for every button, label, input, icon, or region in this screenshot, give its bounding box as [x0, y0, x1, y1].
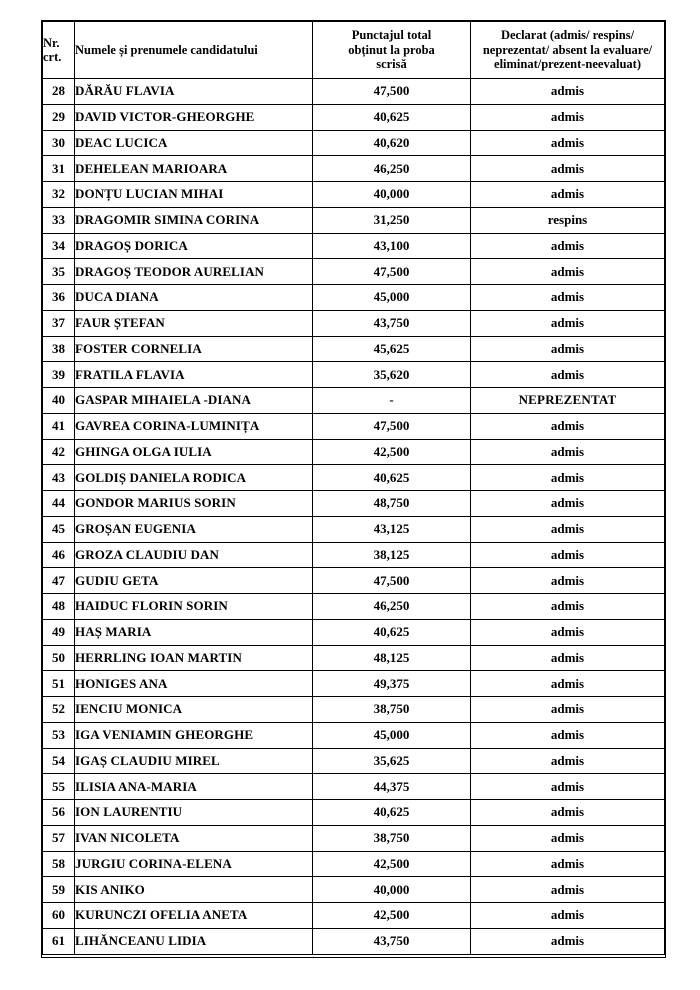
row-number: 46 [43, 542, 75, 568]
row-number: 49 [43, 619, 75, 645]
candidate-score: 38,125 [313, 542, 471, 568]
candidate-score: 47,500 [313, 413, 471, 439]
candidate-score: 40,625 [313, 465, 471, 491]
candidate-name: KURUNCZI OFELIA ANETA [75, 903, 313, 929]
table-row [43, 671, 665, 697]
candidate-status: admis [471, 825, 665, 851]
candidate-status: admis [471, 285, 665, 311]
row-number: 38 [43, 336, 75, 362]
candidate-name: DONȚU LUCIAN MIHAI [75, 182, 313, 208]
table-row [43, 851, 665, 877]
table-row [43, 542, 665, 568]
row-number: 36 [43, 285, 75, 311]
candidate-score: 40,000 [313, 877, 471, 903]
candidate-status: admis [471, 619, 665, 645]
candidate-status: admis [471, 516, 665, 542]
candidate-name: GOLDIȘ DANIELA RODICA [75, 465, 313, 491]
results-table [42, 21, 665, 955]
table-row [43, 79, 665, 105]
header-score [313, 22, 471, 79]
row-number: 48 [43, 594, 75, 620]
candidate-name: DĂRĂU FLAVIA [75, 79, 313, 105]
header-status-line1: Declarat (admis/ respins/ [500, 28, 635, 43]
candidate-status: admis [471, 722, 665, 748]
row-number: 30 [43, 130, 75, 156]
candidate-score: 49,375 [313, 671, 471, 697]
candidate-score: 43,750 [313, 310, 471, 336]
row-number: 59 [43, 877, 75, 903]
row-number: 61 [43, 928, 75, 954]
candidate-status: admis [471, 594, 665, 620]
table-row [43, 259, 665, 285]
candidate-score: 43,750 [313, 928, 471, 954]
candidate-score: 40,625 [313, 619, 471, 645]
row-number: 52 [43, 697, 75, 723]
candidate-name: HAIDUC FLORIN SORIN [75, 594, 313, 620]
candidate-status: admis [471, 336, 665, 362]
candidate-name: GASPAR MIHAIELA -DIANA [75, 388, 313, 414]
row-number: 39 [43, 362, 75, 388]
table-row [43, 748, 665, 774]
candidate-score: 38,750 [313, 697, 471, 723]
table-row [43, 362, 665, 388]
table-row [43, 207, 665, 233]
candidate-name: GHINGA OLGA IULIA [75, 439, 313, 465]
row-number: 57 [43, 825, 75, 851]
row-number: 50 [43, 645, 75, 671]
candidate-status: admis [471, 310, 665, 336]
candidate-status: admis [471, 748, 665, 774]
table-row [43, 722, 665, 748]
candidate-name: LIHĂNCEANU LIDIA [75, 928, 313, 954]
row-number: 28 [43, 79, 75, 105]
table-row [43, 233, 665, 259]
candidate-status: admis [471, 928, 665, 954]
row-number: 56 [43, 800, 75, 826]
header-score-line3: scrisă [376, 57, 407, 72]
candidate-score: 42,500 [313, 851, 471, 877]
candidate-status: admis [471, 156, 665, 182]
row-number: 58 [43, 851, 75, 877]
row-number: 34 [43, 233, 75, 259]
candidate-name: GUDIU GETA [75, 568, 313, 594]
candidate-score: 42,500 [313, 903, 471, 929]
candidate-name: DAVID VICTOR-GHEORGHE [75, 104, 313, 130]
row-number: 32 [43, 182, 75, 208]
candidate-name: IENCIU MONICA [75, 697, 313, 723]
candidate-name: DUCA DIANA [75, 285, 313, 311]
candidate-status: admis [471, 774, 665, 800]
candidate-status: admis [471, 877, 665, 903]
header-status-line2: neprezentat/ absent la evaluare/ [482, 42, 653, 57]
table-row [43, 697, 665, 723]
candidate-score: 40,625 [313, 104, 471, 130]
candidate-score: 35,620 [313, 362, 471, 388]
candidate-status: admis [471, 903, 665, 929]
candidate-score: 46,250 [313, 156, 471, 182]
row-number: 47 [43, 568, 75, 594]
candidate-score: 40,625 [313, 800, 471, 826]
row-number: 31 [43, 156, 75, 182]
table-row [43, 594, 665, 620]
candidate-name: FOSTER CORNELIA [75, 336, 313, 362]
candidate-name: FAUR ȘTEFAN [75, 310, 313, 336]
header-row [43, 22, 665, 79]
candidate-score: - [313, 388, 471, 414]
row-number: 40 [43, 388, 75, 414]
table-row [43, 903, 665, 929]
candidate-score: 35,625 [313, 748, 471, 774]
candidate-name: GROZA CLAUDIU DAN [75, 542, 313, 568]
candidate-name: DEHELEAN MARIOARA [75, 156, 313, 182]
candidate-score: 43,100 [313, 233, 471, 259]
candidate-name: IVAN NICOLETA [75, 825, 313, 851]
candidate-name: HERRLING IOAN MARTIN [75, 645, 313, 671]
row-number: 51 [43, 671, 75, 697]
row-number: 60 [43, 903, 75, 929]
table-row [43, 491, 665, 517]
candidate-score: 47,500 [313, 568, 471, 594]
row-number: 44 [43, 491, 75, 517]
candidate-name: GONDOR MARIUS SORIN [75, 491, 313, 517]
candidate-status: admis [471, 851, 665, 877]
candidate-score: 44,375 [313, 774, 471, 800]
candidate-status: admis [471, 79, 665, 105]
row-number: 42 [43, 439, 75, 465]
row-number: 45 [43, 516, 75, 542]
table-row [43, 310, 665, 336]
candidate-status: admis [471, 697, 665, 723]
candidate-name: KIS ANIKO [75, 877, 313, 903]
candidate-score: 48,125 [313, 645, 471, 671]
candidate-status: admis [471, 542, 665, 568]
row-number: 53 [43, 722, 75, 748]
candidate-status: admis [471, 645, 665, 671]
candidate-name: DRAGOȘ TEODOR AURELIAN [75, 259, 313, 285]
table-row [43, 877, 665, 903]
table-row [43, 130, 665, 156]
candidate-name: HONIGES ANA [75, 671, 313, 697]
table-row [43, 336, 665, 362]
candidate-score: 46,250 [313, 594, 471, 620]
candidate-status: admis [471, 233, 665, 259]
row-number: 35 [43, 259, 75, 285]
table-row [43, 156, 665, 182]
candidate-status: admis [471, 465, 665, 491]
candidate-name: ILISIA ANA-MARIA [75, 774, 313, 800]
table-row [43, 388, 665, 414]
table-row [43, 439, 665, 465]
table-header [43, 22, 665, 79]
table-row [43, 465, 665, 491]
header-status-line3: eliminat/prezent-neevaluat) [494, 57, 641, 72]
table-row [43, 825, 665, 851]
table-row [43, 928, 665, 954]
candidate-status: admis [471, 800, 665, 826]
candidate-name: JURGIU CORINA-ELENA [75, 851, 313, 877]
candidate-score: 45,625 [313, 336, 471, 362]
candidate-score: 47,500 [313, 259, 471, 285]
table-row [43, 800, 665, 826]
candidate-score: 40,620 [313, 130, 471, 156]
table-row [43, 285, 665, 311]
candidate-score: 48,750 [313, 491, 471, 517]
table-row [43, 774, 665, 800]
header-status [471, 22, 665, 79]
candidate-score: 38,750 [313, 825, 471, 851]
table-row [43, 104, 665, 130]
candidate-status: respins [471, 207, 665, 233]
candidate-name: FRATILA FLAVIA [75, 362, 313, 388]
header-nr [43, 22, 75, 79]
row-number: 33 [43, 207, 75, 233]
candidate-score: 43,125 [313, 516, 471, 542]
candidate-name: GAVREA CORINA-LUMINIȚA [75, 413, 313, 439]
candidate-name: DRAGOȘ DORICA [75, 233, 313, 259]
header-score-line1: Punctajul total [351, 28, 432, 43]
candidate-name: ION LAURENTIU [75, 800, 313, 826]
candidate-status: admis [471, 491, 665, 517]
table-row [43, 619, 665, 645]
table-row [43, 516, 665, 542]
header-name: Numele și prenumele candidatului [75, 22, 313, 79]
candidate-status: admis [471, 362, 665, 388]
row-number: 29 [43, 104, 75, 130]
results-document [41, 20, 666, 958]
header-nr-line1: Nr. [43, 35, 60, 50]
row-number: 43 [43, 465, 75, 491]
candidate-name: HAȘ MARIA [75, 619, 313, 645]
header-score-line2: obținut la proba [348, 42, 435, 57]
candidate-score: 42,500 [313, 439, 471, 465]
candidate-name: IGA VENIAMIN GHEORGHE [75, 722, 313, 748]
candidate-name: DRAGOMIR SIMINA CORINA [75, 207, 313, 233]
candidate-name: IGAȘ CLAUDIU MIREL [75, 748, 313, 774]
candidate-score: 40,000 [313, 182, 471, 208]
table-row [43, 182, 665, 208]
candidate-name: DEAC LUCICA [75, 130, 313, 156]
table-row [43, 413, 665, 439]
candidate-status: admis [471, 182, 665, 208]
candidate-status: admis [471, 568, 665, 594]
row-number: 37 [43, 310, 75, 336]
table-body [43, 79, 665, 955]
candidate-status: admis [471, 104, 665, 130]
candidate-status: admis [471, 130, 665, 156]
candidate-score: 31,250 [313, 207, 471, 233]
row-number: 54 [43, 748, 75, 774]
table-row [43, 645, 665, 671]
candidate-status: admis [471, 259, 665, 285]
header-nr-line2: crt. [43, 50, 62, 64]
candidate-score: 45,000 [313, 722, 471, 748]
candidate-status: admis [471, 413, 665, 439]
table-row [43, 568, 665, 594]
candidate-status: admis [471, 671, 665, 697]
candidate-score: 45,000 [313, 285, 471, 311]
row-number: 41 [43, 413, 75, 439]
candidate-name: GROȘAN EUGENIA [75, 516, 313, 542]
candidate-score: 47,500 [313, 79, 471, 105]
row-number: 55 [43, 774, 75, 800]
candidate-status: NEPREZENTAT [471, 388, 665, 414]
candidate-status: admis [471, 439, 665, 465]
